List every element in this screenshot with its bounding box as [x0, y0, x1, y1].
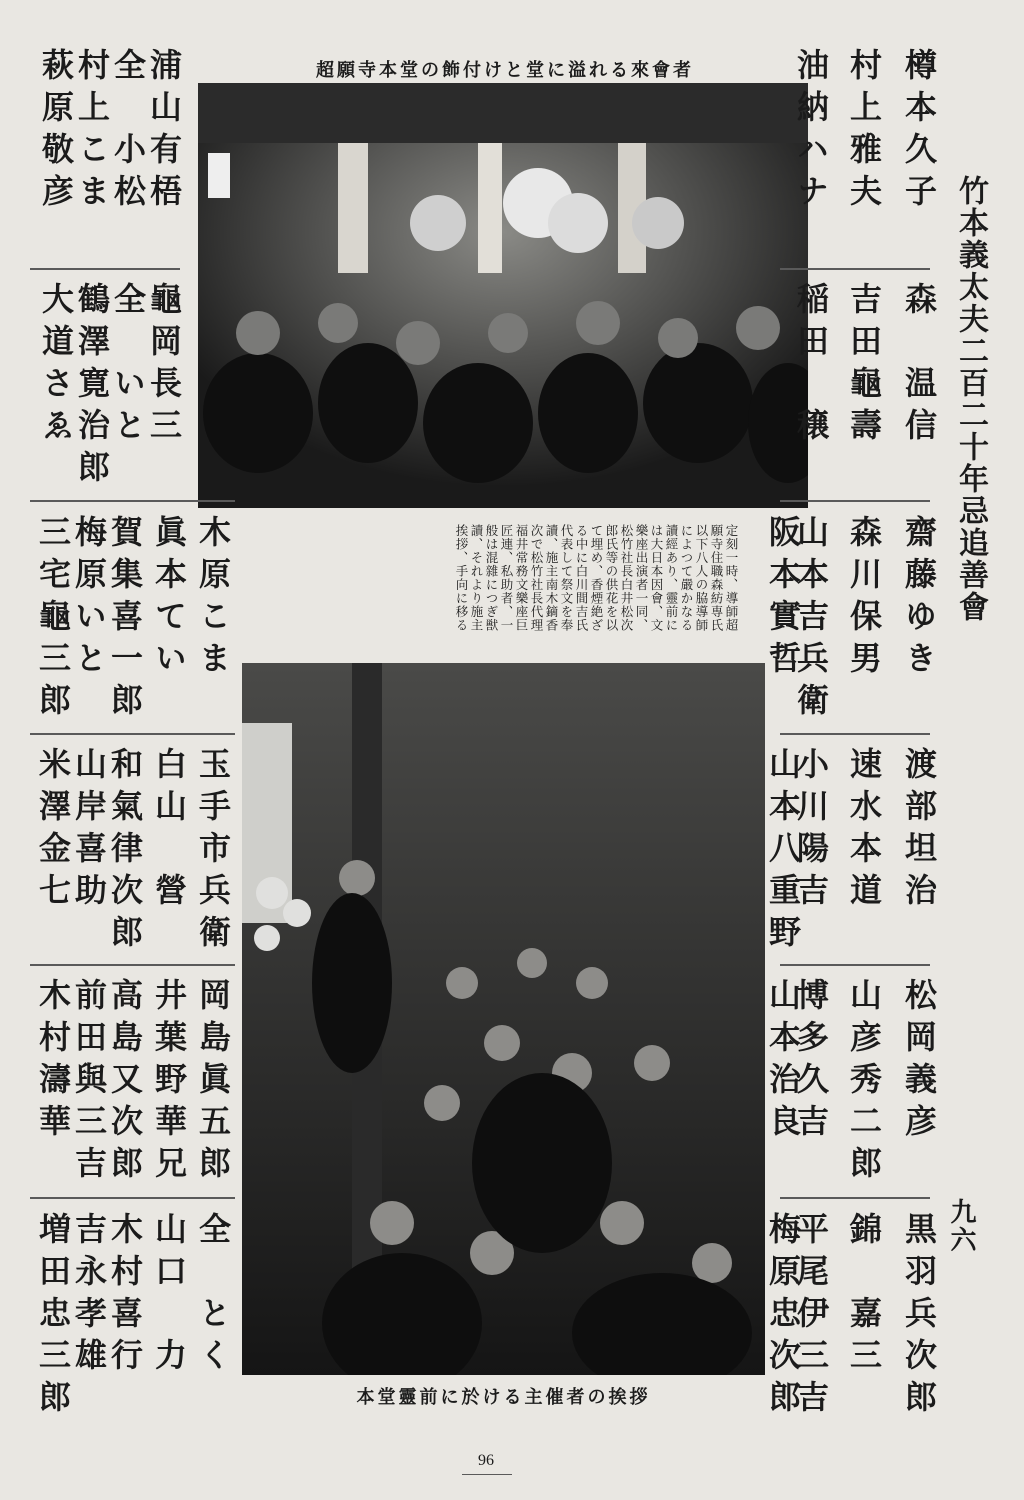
- divider: [30, 1197, 235, 1199]
- name-entry: 山本八重野: [764, 747, 802, 957]
- divider: [780, 1197, 930, 1199]
- divider: [30, 733, 235, 735]
- note-line: 讀經あり、靈前に: [664, 524, 679, 632]
- top-photo-caption: 超願寺本堂の飾付けと堂に溢れる來會者: [316, 60, 694, 81]
- name-entry: 錦 嘉三: [845, 1212, 883, 1380]
- name-entry: 森川保男: [845, 515, 883, 683]
- note-line: 匠連、私助者、一: [499, 524, 514, 632]
- note-line: 讀、施主南木鏑香: [544, 524, 559, 632]
- temple-hall-image: [198, 83, 808, 508]
- name-entry: 黒羽兵次郎: [900, 1212, 938, 1422]
- name-entry: 全 小松: [109, 48, 147, 216]
- divider: [30, 500, 235, 502]
- name-entry: 山岸喜助: [70, 747, 108, 915]
- divider: [780, 500, 930, 502]
- note-line: 願寺住職森紡専氏: [709, 524, 724, 632]
- note-line: 福井常務文樂座巨: [514, 524, 529, 632]
- note-line: て埋め、香煙絶ざ: [589, 524, 604, 632]
- name-entry: 吉永孝雄: [70, 1212, 108, 1380]
- name-entry: 阪本實哲: [764, 515, 802, 683]
- name-entry: 渡部坦治: [900, 747, 938, 915]
- page-number-kanji: 九六: [946, 1198, 976, 1254]
- name-entry: 梅原忠次郎: [764, 1212, 802, 1422]
- name-entry: 全 とく: [194, 1212, 232, 1380]
- note-line: は大日本因會、文: [649, 524, 664, 632]
- name-entry: 山本吉兵衛: [792, 515, 830, 725]
- name-entry: 白山 營: [150, 747, 188, 915]
- note-line: 次で松竹社長代理: [529, 524, 544, 632]
- name-entry: 三宅龜三郎: [34, 515, 72, 725]
- name-entry: 松岡義彦: [900, 978, 938, 1146]
- name-entry: 齋藤ゆき: [900, 515, 938, 683]
- name-entry: 速水本道: [845, 747, 883, 915]
- name-entry: 鶴澤寛治郎: [73, 282, 111, 492]
- name-entry: 浦山有梧: [145, 48, 183, 216]
- name-entry: 梅原いと: [70, 515, 108, 683]
- name-entry: 油納ハナ: [792, 48, 830, 216]
- name-entry: 龜岡長三: [145, 282, 183, 450]
- name-entry: 山口 力: [150, 1212, 188, 1380]
- name-entry: 平尾伊三吉: [792, 1212, 830, 1422]
- divider: [30, 268, 180, 270]
- name-entry: 井葉野華兄: [150, 978, 188, 1188]
- ceremony-image: [242, 663, 765, 1375]
- note-line: 郎氏等の供花を以: [604, 524, 619, 632]
- name-entry: 村上雅夫: [845, 48, 883, 216]
- top-photo: [198, 83, 808, 508]
- note-line: 般は混雜につぎ獣: [484, 524, 499, 632]
- divider: [780, 268, 930, 270]
- name-entry: 木原こま: [194, 515, 232, 683]
- name-entry: 山本治良: [764, 978, 802, 1146]
- note-line: 以下八人の脇導師: [694, 524, 709, 632]
- name-entry: 米澤金七: [34, 747, 72, 915]
- page-title: 竹本義太夫二百二十年忌追善會: [953, 175, 988, 623]
- name-entry: 全 いと: [109, 282, 147, 450]
- divider: [30, 964, 235, 966]
- name-entry: 木村喜行: [106, 1212, 144, 1380]
- page-number: 96: [478, 1452, 494, 1469]
- name-entry: 小川陽吉: [792, 747, 830, 915]
- note-line: 樂座出演者一同、: [634, 524, 649, 632]
- name-entry: 樽本久子: [900, 48, 938, 216]
- name-entry: 賀集喜一郎: [106, 515, 144, 725]
- note-line: 定刻一時、導師超: [724, 524, 739, 632]
- note-line: 松竹社長白井松次: [619, 524, 634, 632]
- note-line: 讀、それより施主: [469, 524, 484, 632]
- note-line: によつて嚴かなる: [679, 524, 694, 632]
- name-entry: 森 温信: [900, 282, 938, 450]
- note-line: る中に白川間吉氏: [574, 524, 589, 632]
- name-entry: 博多久吉: [792, 978, 830, 1146]
- name-entry: 大道さゑ: [37, 282, 75, 450]
- divider: [780, 964, 930, 966]
- name-entry: 吉田龜壽: [845, 282, 883, 450]
- name-entry: 増田忠三郎: [34, 1212, 72, 1422]
- name-entry: 山彦秀二郎: [845, 978, 883, 1188]
- name-entry: 高島又次郎: [106, 978, 144, 1188]
- bottom-photo-caption: 本堂靈前に於ける主催者の挨拶: [356, 1387, 651, 1408]
- note-line: 代表して祭文を奉: [559, 524, 574, 632]
- name-entry: 眞本てい: [150, 515, 188, 683]
- note-line: 挨拶、手向に移る: [454, 524, 469, 632]
- footer-rule: [462, 1474, 512, 1475]
- name-entry: 村上こま: [73, 48, 111, 216]
- name-entry: 萩原敬彦: [37, 48, 75, 216]
- name-entry: 玉手市兵衛: [194, 747, 232, 957]
- name-entry: 岡島眞五郎: [194, 978, 232, 1188]
- divider: [780, 733, 930, 735]
- name-entry: 和氣律次郎: [106, 747, 144, 957]
- name-entry: 稲田 穣: [792, 282, 830, 450]
- name-entry: 木村濤華: [34, 978, 72, 1146]
- name-entry: 前田與三吉: [70, 978, 108, 1188]
- bottom-photo: [242, 663, 765, 1375]
